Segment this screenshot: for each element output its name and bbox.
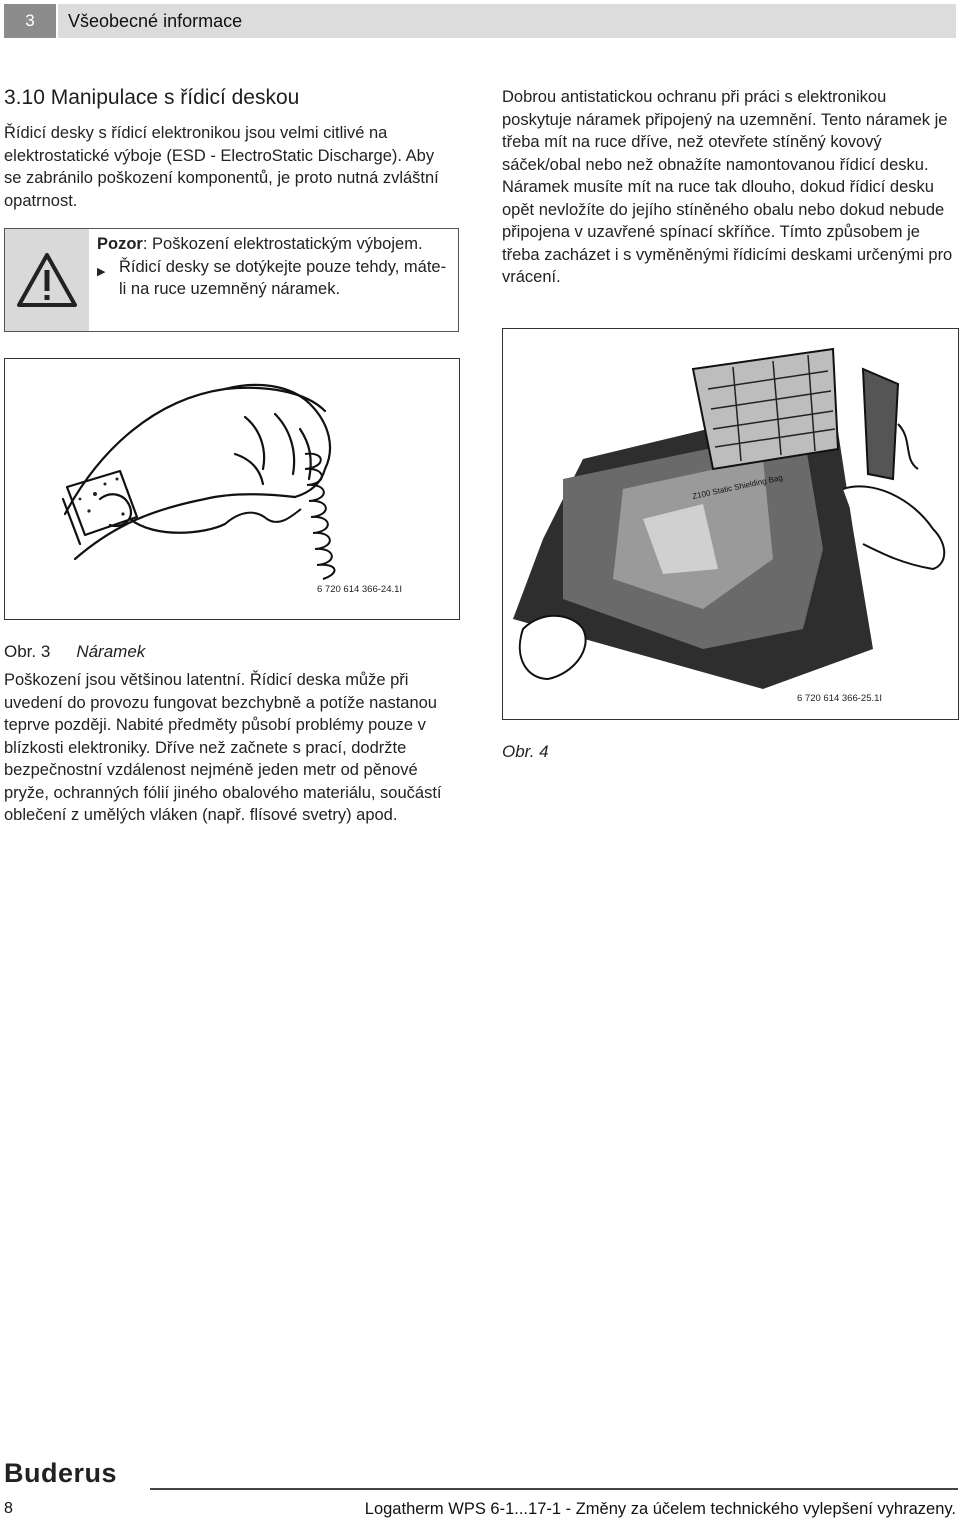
warning-message: : Poškození elektrostatickým výbojem. [142,235,423,253]
figure3-caption [4,642,145,662]
wrist-strap-illustration [5,359,458,618]
figure4-caption: Obr. 4 [502,742,549,761]
right-column-paragraph: Dobrou antistatickou ochranu při práci s elektronikou poskytuje náramek připojený na uzemnění. Tento náramek je třeba mít na ruce dříve, než otevřete stíněný kovový sáček/obal nebo než obnažíte namontovanou řídicí desku. Náramek musíte mít na ruce tak dlouho, dokud řídicí desku opět nevložíte do jejího stíněného obalu nebo dokud nebude připojena v uzavřené spínací skříňce. Tímto způsobem je třeba zacházet i s vyměněnými řídicími deskami určenými pro vrácení. [502,88,953,286]
chapter-title: Všeobecné informace [58,4,956,38]
warning-bullet-text: Řídicí desky se dotýkejte pouze tehdy, máte-li na ruce uzemněný náramek. [119,257,447,298]
page-number: 8 [4,1500,13,1517]
chapter-number: 3 [4,4,56,38]
warning-bullet [97,256,452,301]
figure-wrist-strap [4,358,460,620]
bag-label: Z100 Static Shielding Bag [691,473,784,501]
intro-paragraph: Řídicí desky s řídicí elektronikou jsou velmi citlivé na elektrostatické výboje (ESD - ElectroStatic Discharge). Aby se zabránilo poškození komponentů, je proto nutná zvláštní opatrnost. [4,124,439,210]
lower-paragraph: Poškození jsou většinou latentní. Řídicí deska může při uvedení do provozu fungovat bezchybně a potíže nastanou teprve později. Nabité předměty působí problémy pouze v blízkosti elektroniky. Dříve než začnete s prací, dodržte bezpečnostní vzdálenost nejméně jeden metr od pěnové pryže, ochranných fólií jiného obalového materiálu, součástí oblečení z umělých vláken (např. flísové svetry) apod. [4,671,442,824]
figure-shielding-bag [502,328,959,720]
figure3-code: 6 720 614 366-24.1I [317,584,403,595]
section-title: 3.10 Manipulace s řídicí deskou [4,86,300,109]
footer-divider [150,1488,958,1490]
footer-document-info: Logatherm WPS 6-1...17-1 - Změny za účelem technického vylepšení vyhrazeny. [364,1500,956,1518]
warning-label: Pozor [97,235,143,253]
buderus-logo: Buderus [4,1458,118,1488]
figure4-code: 6 720 614 366-25.1I [797,693,883,704]
bullet-triangle-icon: ▶ [97,265,106,278]
warning-text [97,233,452,301]
warning-icon-panel [5,229,89,331]
warning-triangle-icon [16,252,78,308]
figure3-caption-number: Obr. 3 [4,642,51,661]
shielding-bag-illustration [503,329,957,718]
figure3-caption-text: Náramek [76,642,146,661]
warning-box [4,228,459,332]
